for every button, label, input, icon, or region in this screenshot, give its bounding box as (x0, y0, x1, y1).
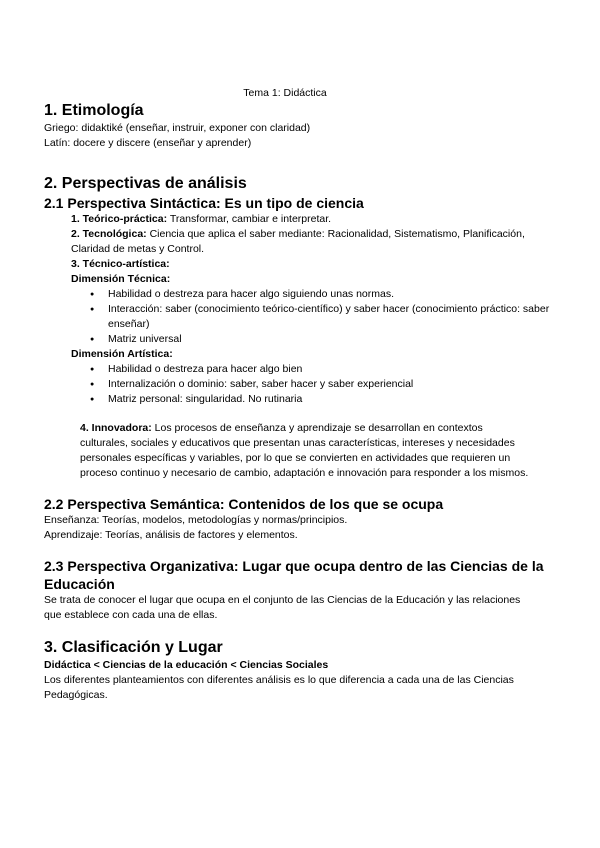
semantica-aprendizaje: Aprendizaje: Teorías, análisis de factores y elementos. (44, 529, 298, 541)
semantica-heading: 2.2 Perspectiva Semántica: Contenidos de los que se ocupa (44, 496, 444, 512)
page-header: Tema 1: Didáctica (243, 87, 327, 99)
organizativa-line: Se trata de conocer el lugar que ocupa en el conjunto de las Ciencias de la Educación y las relaciones (44, 594, 521, 606)
list-item: ● Interacción: saber (conocimiento teórico-científico) y saber hacer (conocimiento práctico: saber enseñar) (108, 302, 559, 332)
list-item: ● Matriz universal (108, 332, 559, 347)
etimologia-griego: Griego: didaktiké (enseñar, instruir, exponer con claridad) (44, 122, 311, 134)
etimologia-latin: Latín: docere y discere (enseñar y aprender) (44, 137, 252, 149)
innovadora-line: culturales, sociales y educativos que presentan unas características, intereses y necesidades (80, 437, 515, 449)
clasificacion-line: Los diferentes planteamientos con diferentes análisis es lo que diferencia a cada una de las Ciencias (44, 674, 514, 686)
item-teorico-practica (44, 212, 559, 227)
section-etimologia-heading: 1. Etimología (44, 102, 144, 119)
item-tecnologica-cont: Claridad de metas y Control. (71, 243, 205, 255)
dimension-tecnica-list (44, 287, 559, 347)
clasificacion-hierarchy: Didáctica < Ciencias de la educación < Ciencias Sociales (44, 659, 329, 671)
dimension-artistica-label: Dimensión Artística: (71, 348, 173, 360)
document-content (44, 100, 559, 703)
list-item: ● Matriz personal: singularidad. No rutinaria (108, 392, 559, 407)
dimension-artistica-list (44, 362, 559, 407)
item-label: 4. Innovadora: (80, 422, 152, 434)
organizativa-heading: 2.3 Perspectiva Organizativa: Lugar que ocupa dentro de las Ciencias de la (44, 558, 544, 574)
item-label: 2. Tecnológica: (71, 228, 147, 240)
innovadora-line (80, 421, 559, 436)
list-item: ● Habilidad o destreza para hacer algo bien (108, 362, 559, 377)
semantica-ensenanza: Enseñanza: Teorías, modelos, metodologías y normas/principios. (44, 514, 348, 526)
innovadora-line: personales específicas y variables, por lo que se convierten en actividades que requieren un (80, 452, 511, 464)
item-tecnico-artistica: 3. Técnico-artística: (71, 258, 170, 270)
item-text: Los procesos de enseñanza y aprendizaje se desarrollan en contextos (151, 422, 483, 434)
section-clasificacion-heading: 3. Clasificación y Lugar (44, 639, 223, 656)
item-innovadora (44, 421, 559, 481)
sintactica-heading: 2.1 Perspectiva Sintáctica: Es un tipo de ciencia (44, 195, 364, 211)
organizativa-line: que establece con cada una de ellas. (44, 609, 218, 621)
item-label: 1. Teórico-práctica: (71, 213, 168, 225)
list-item: ● Habilidad o destreza para hacer algo siguiendo unas normas. (108, 287, 559, 302)
organizativa-heading-cont: Educación (44, 576, 115, 592)
item-text: Ciencia que aplica el saber mediante: Racionalidad, Sistematismo, Planificación, (146, 228, 525, 240)
section-perspectivas-heading: 2. Perspectivas de análisis (44, 175, 247, 192)
dimension-tecnica-label: Dimensión Técnica: (71, 273, 171, 285)
item-tecnologica (44, 227, 559, 242)
clasificacion-line: Pedagógicas. (44, 689, 108, 701)
item-text: Transformar, cambiar e interpretar. (167, 213, 332, 225)
list-item: ● Internalización o dominio: saber, saber hacer y saber experiencial (108, 377, 559, 392)
innovadora-line: proceso continuo y necesario de cambio, adaptación e innovación para responder a los mismos. (80, 467, 529, 479)
